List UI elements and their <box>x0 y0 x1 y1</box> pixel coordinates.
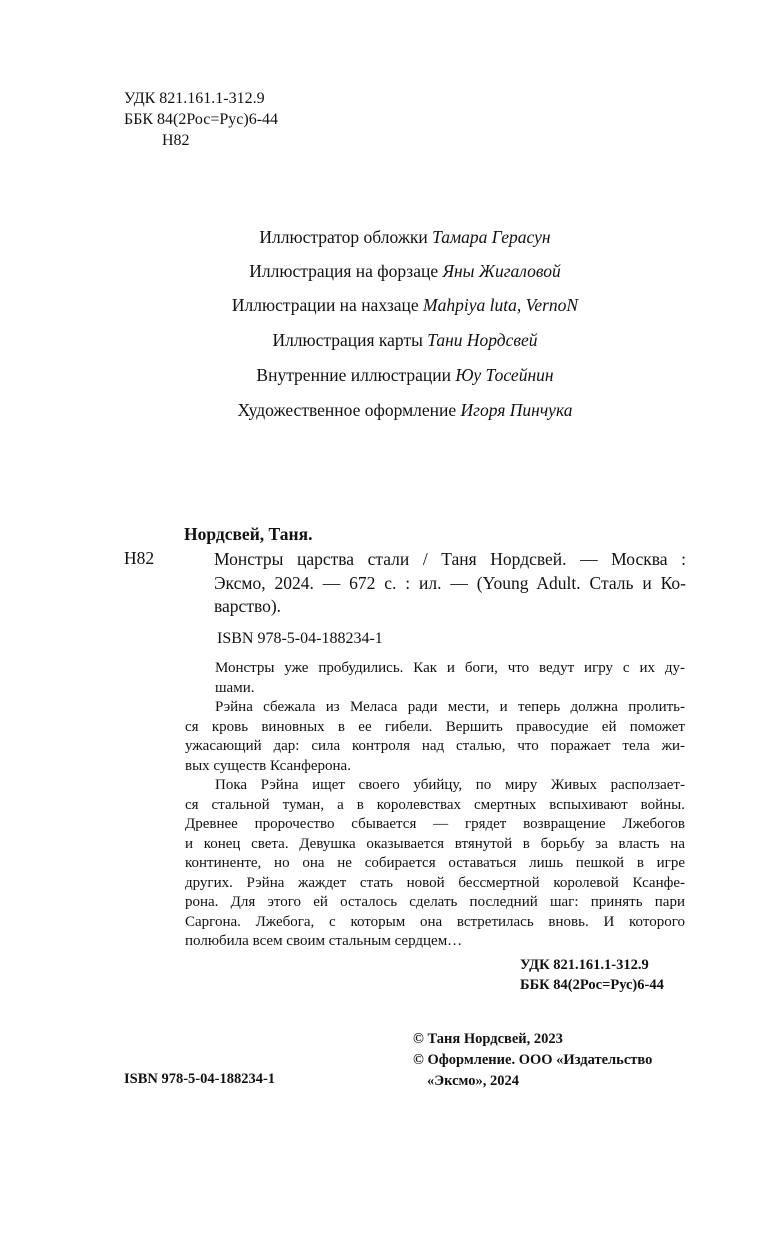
credit-line-map <box>0 330 768 351</box>
udk-code: УДК 821.161.1-312.9 <box>124 90 265 107</box>
annotation-line: шами. <box>215 679 255 696</box>
annotation-line: других. Рэйна жаждет стать новой бессмертной королевой Ксанфе- <box>185 874 685 891</box>
udk-code: УДК 821.161.1-312.9 <box>520 957 649 973</box>
annotation-line: и конец света. Девушка оказывается втянутой в борьбу за власть на <box>185 835 685 852</box>
credit-name: Тани Нордсвей <box>427 330 538 350</box>
annotation-line: ся кровь виновных в ее гибели. Вершить правосудие ей поможет <box>185 718 685 735</box>
credit-name: Яны Жигаловой <box>442 261 561 281</box>
copyright-author: © Таня Нордсвей, 2023 <box>413 1031 563 1047</box>
isbn-bottom: ISBN 978-5-04-188234-1 <box>124 1071 276 1087</box>
catalog-author: Нордсвей, Таня. <box>184 524 313 544</box>
bbk-code: ББК 84(2Рос=Рус)6-44 <box>520 977 664 993</box>
copyright-design: © Оформление. ООО «Издательство <box>413 1052 653 1068</box>
author-mark: Н82 <box>162 132 190 149</box>
credit-name: Юу Тосейнин <box>455 365 554 385</box>
credit-name: Игоря Пинчука <box>460 400 573 420</box>
credit-line-endpaper-front <box>0 261 768 282</box>
credit-role: Внутренние иллюстрации <box>256 365 451 385</box>
credit-line-endpaper-back <box>0 295 768 316</box>
description-line: Монстры царства стали / Таня Нордсвей. — Москва : <box>214 549 686 569</box>
credit-line-interior <box>0 365 768 386</box>
annotation-line: вых существ Ксанферона. <box>185 757 351 774</box>
annotation-line: полюбила всем своим стальным сердцем… <box>185 933 463 949</box>
credit-line-cover <box>0 227 768 248</box>
annotation-line: континенте, но она не собирается оставаться лишь пешкой в игре <box>185 855 685 871</box>
annotation-line: Саргона. Лжебога, с которым она встретилась вновь. И которого <box>185 913 685 930</box>
annotation-line: Монстры уже пробудились. Как и боги, что ведут игру с их ду- <box>215 660 685 676</box>
description-line: варство). <box>214 596 282 616</box>
copyright-block <box>413 1029 652 1092</box>
credit-line-design <box>0 400 768 421</box>
annotation-line: Пока Рэйна ищет своего убийцу, по миру Живых расползает- <box>215 777 685 793</box>
credit-role: Иллюстрация карты <box>272 330 423 350</box>
credit-role: Иллюстрации на нахзаце <box>231 295 419 315</box>
credit-role: Художественное оформление <box>237 400 457 420</box>
catalog-isbn: ISBN 978-5-04-188234-1 <box>217 630 383 647</box>
annotation-line: Древнее пророчество сбывается — грядет возвращение Лжебогов <box>185 816 685 832</box>
credit-name: Тамара Герасун <box>432 227 551 247</box>
annotation-line: ужасающий дар: сила контроля над сталью, что поражает тела жи- <box>185 738 685 754</box>
catalog-description <box>214 548 686 619</box>
annotation-line: Рэйна сбежала из Меласа ради мести, и теперь должна пролить- <box>215 699 685 715</box>
bottom-classification-codes <box>520 955 664 995</box>
annotation-line: рона. Для этого ей осталось сделать последний шаг: принять пари <box>185 894 685 910</box>
credit-role: Иллюстратор обложки <box>259 227 428 247</box>
annotation-line: ся стальной туман, а в королевствах смертных вспыхивают войны. <box>185 796 685 813</box>
catalog-code: Н82 <box>124 548 155 568</box>
credit-name: Mahpiya luta, VernoN <box>423 295 579 315</box>
annotation <box>185 659 685 952</box>
top-classification-codes <box>124 88 278 151</box>
copyright-publisher: «Эксмо», 2024 <box>427 1073 519 1089</box>
bbk-code: ББК 84(2Рос=Рус)6-44 <box>124 111 279 128</box>
description-line: Эксмо, 2024. — 672 с. : ил. — (Young Adult. Сталь и Ко- <box>214 572 686 593</box>
credit-role: Иллюстрация на форзаце <box>249 261 439 281</box>
